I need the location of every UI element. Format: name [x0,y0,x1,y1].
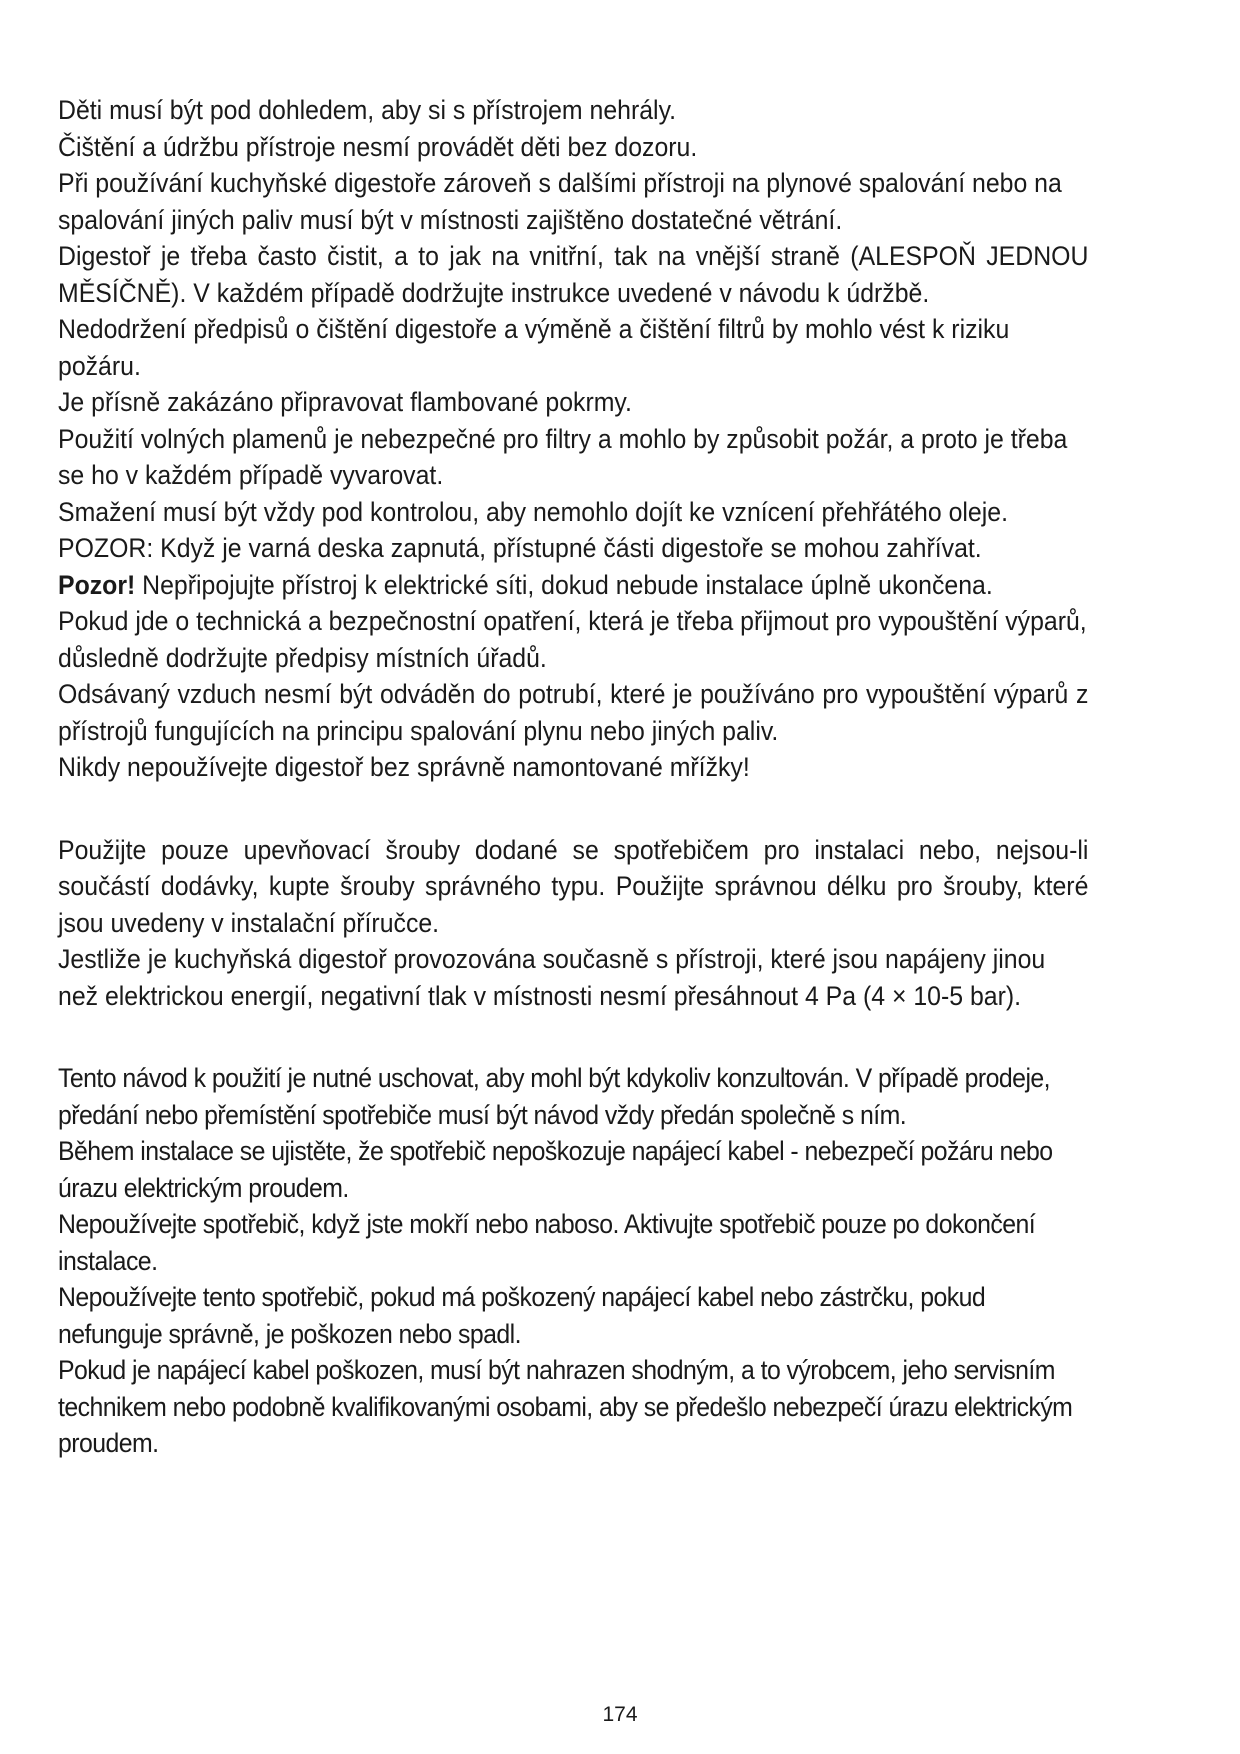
installation-section [58,832,1088,1015]
paragraph-cleaning-by-children: Čištění a údržbu přístroje nesmí provádět děti bez dozoru. [58,131,698,162]
paragraph-negative-pressure: Jestliže je kuchyňská digestoř provozována současně s přístroji, které jsou napájeny jinou než elektrickou energií, negativní tlak v místnosti nesmí přesáhnout 4 Pa (4 × 10-5 bar). [58,944,1046,1011]
paragraph-ventilation: Při používání kuchyňské digestoře zároveň s dalšími přístroji na plynové spalování nebo na spalování jiných paliv musí být v místnosti zajištěno dostatečné větrání. [58,168,1062,235]
safety-warnings-section [58,92,1088,786]
paragraph-damaged-appliance: Nepoužívejte tento spotřebič, pokud má poškozený napájecí kabel nebo zástrčku, pokud nefunguje správně, je poškozen nebo spadl. [58,1282,986,1349]
section-spacer [58,786,1088,832]
paragraph-cable-replacement: Pokud je napájecí kabel poškozen, musí být nahrazen shodným, a to výrobcem, jeho servisním technikem nebo podobně kvalifikovanými osobami, aby se předešlo nebezpečí úrazu elektrickým proudem. [58,1355,1073,1458]
page-number: 174 [602,1703,638,1726]
paragraph-fixing-screws: Použijte pouze upevňovací šrouby dodané se spotřebičem pro instalaci nebo, nejsou-li součástí dodávky, kupte šrouby správného typu. Použijte správnou délku pro šrouby, které jsou uvedeny v instalační příručce. [58,834,1089,938]
document-page [58,92,1088,1462]
paragraph-wet-hands: Nepoužívejte spotřebič, když jste mokří nebo naboso. Aktivujte spotřebič pouze po dokončení instalace. [58,1209,1036,1276]
paragraph-do-not-connect [58,567,1088,604]
paragraph-flambe-prohibited: Je přísně zakázáno připravovat flambované pokrmy. [58,387,632,417]
warning-label: Pozor! [58,569,136,600]
warning-text: Nepřipojujte přístroj k elektrické síti, dokud nebude instalace úplně ukončena. [135,569,993,600]
paragraph-open-flames: Použití volných plamenů je nebezpečné pro filtry a mohlo by způsobit požár, a proto je třeba se ho v každém případě vyvarovat. [58,423,1068,490]
paragraph-hot-parts-warning: POZOR: Když je varná deska zapnutá, přístupné části digestoře se mohou zahřívat. [58,533,982,563]
paragraph-frying-control: Smažení musí být vždy pod kontrolou, aby nemohlo dojít ke vznícení přehřátého oleje. [58,496,1008,527]
paragraph-fire-risk: Nedodržení předpisů o čištění digestoře a výměně a čištění filtrů by mohlo vést k riziku požáru. [58,314,1010,381]
paragraph-exhaust-air: Odsávaný vzduch nesmí být odváděn do potrubí, které je používáno pro vypouštění výparů z přístrojů fungujících na principu spalování plynu nebo jiných paliv. [58,679,1089,746]
usage-section [58,1060,1088,1462]
paragraph-local-regulations: Pokud jde o technická a bezpečnostní opatření, která je třeba přijmout pro vypouštění výparů, důsledně dodržujte předpisy místních úřadů. [58,606,1087,673]
paragraph-frequent-cleaning: Digestoř je třeba často čistit, a to jak na vnitřní, tak na vnější straně (ALESPOŇ JEDNOU MĚSÍČNĚ). V každém případě dodržujte instrukce uvedené v návodu k údržbě. [58,241,1089,308]
paragraph-power-cable-damage: Během instalace se ujistěte, že spotřebič nepoškozuje napájecí kabel - nebezpečí požáru nebo úrazu elektrickým proudem. [58,1136,1053,1203]
paragraph-grille-warning: Nikdy nepoužívejte digestoř bez správně namontované mřížky! [58,752,750,782]
paragraph-children-supervision: Děti musí být pod dohledem, aby si s přístrojem nehrály. [58,95,677,125]
section-spacer [58,1014,1088,1060]
paragraph-keep-manual: Tento návod k použití je nutné uschovat, aby mohl být kdykoliv konzultován. V případě prodeje, předání nebo přemístění spotřebiče musí být návod vždy předán společně s ním. [58,1063,1051,1130]
